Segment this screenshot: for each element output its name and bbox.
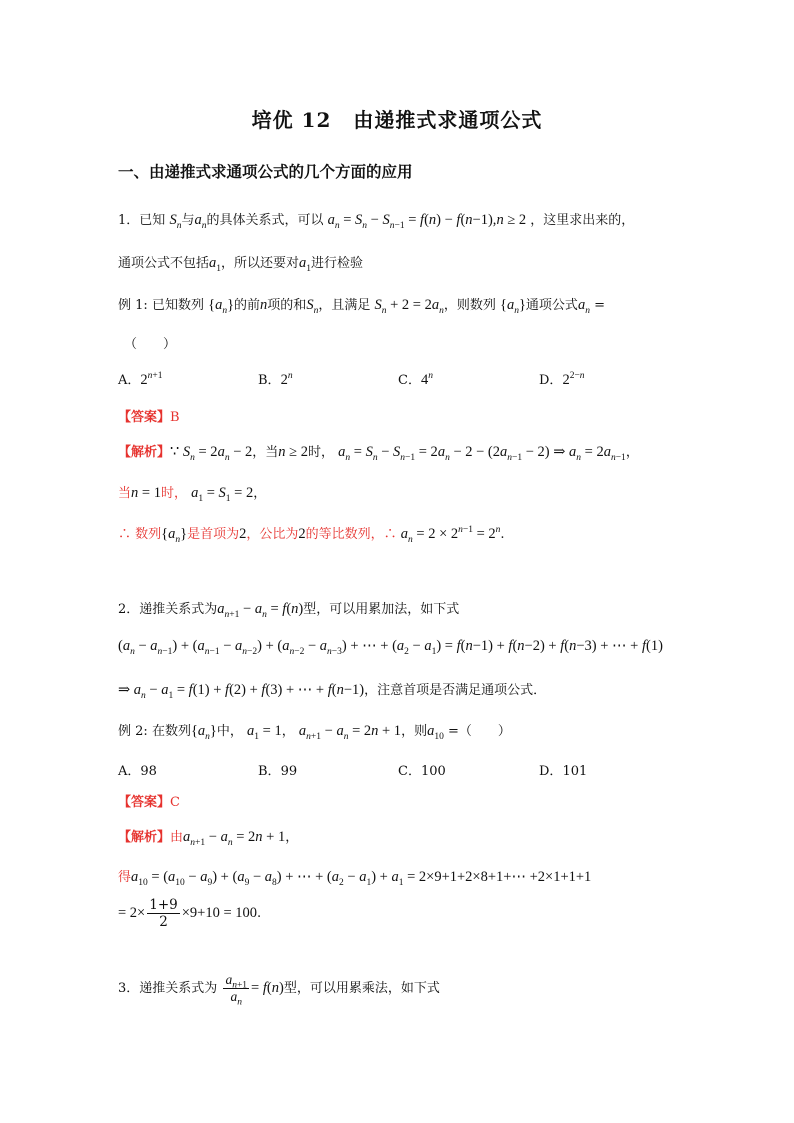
example1-option-d: D．$2^{2-n}$ [539,371,585,388]
example2-option-a: A．98 [118,764,157,779]
example1-analysis-line3: ∴ 数列$\{a_n\}$是首项为2，公比为2的等比数列，∴ $a_n = 2 \times 2^{n-1} = 2^n$. [118,525,505,545]
example2-answer: 【答案】C [118,795,180,810]
example2-analysis-line1: 【解析】由$a_{n+1} - a_n = 2n + 1$， [118,829,299,848]
example1-option-c: C．4$^n$ [398,371,433,388]
example1-answer: 【答案】B [118,410,180,425]
example2-question: 例 2: 在数列$\{a_n\}$中， $a_1 = 1$， $a_{n+1} - a_n = 2n + 1$，则$a_{10}$ =（ ） [118,723,511,742]
example1-analysis-line1: 【解析】∵ $S_n = 2a_n - 2$，当n ≥ 2时， $a_n = S_n - S_{n-1} = 2a_n - 2 - (2a_{n-1} - 2)$ ⇒ $a_n = 2a_{n-1}$， [118,444,639,463]
item3-line1: 3．递推关系式为 $\frac{a_{n+1}}{a_n}$ = f(n)型，可以用累乘法，如下式 [118,972,440,1008]
item2-line1: 2．递推关系式为$a_{n+1} - a_n = f(n)$型，可以用累加法，如下式 [118,601,460,620]
page-title [0,104,794,133]
fraction-an1-over-an: $\frac{a_{n+1}}{a_n}$ [225,972,248,1008]
item1-line2: 通项公式不包括$a_1$，所以还要对$a_1$进行检验 [118,255,364,274]
example2-option-d: D．101 [539,764,588,779]
item2-sum-formula: $(a_n - a_{n-1}) + (a_{n-1} - a_{n-2}) + (a_{n-2} - a_{n-3})$ + ⋯ + $(a_2 - a_1) = f(n-1) + f(n-2) + f(n-3)$ + ⋯ + f(1) [118,638,663,657]
example1-option-a: A．$2^{n+1}$ [118,371,163,388]
example1-question: 例 1: 已知数列 $\{a_n\}$的前n项的和$S_n$，且满足 $S_n + 2 = 2a_n$，则数列 $\{a_n\}$通项公式$a_n$ = [118,297,605,316]
example2-option-c: C．100 [398,764,446,779]
title-sub: 由递推式求通项公式 [353,108,543,132]
section-heading: 一、由递推式求通项公式的几个方面的应用 [118,162,413,181]
item2-line3: ⇒ $a_n - a_1 = f(1) + f(2) + f(3)$ + ⋯ + f(n−1)，注意首项是否满足通项公式． [118,682,547,701]
title-main: 培优 12 [251,108,332,132]
example2-analysis-line2: 得$a_{10} = (a_{10} - a_9) + (a_9 - a_8)$ + ⋯ + $(a_2 - a_1) + a_1$ = 2×9+1+2×8+1+⋯ +2×1+1+1 [118,869,592,888]
fraction-1-plus-9-over-2: $\frac{1+9}{2}$ [149,897,178,930]
example2-option-b: B．99 [258,764,298,779]
example1-blank: （ ） [124,337,177,352]
example1-option-b: B．2$^n$ [258,371,293,388]
example2-analysis-line3: = 2× $\frac{1+9}{2}$ ×9+10 = 100. [118,897,262,930]
item1-line1: 1．已知 $S_n$与$a_n$的具体关系式，可以 $a_n = S_n - S_{n-1} = f(n) - f(n-1),n \ge 2$ ，这里求出来的， [118,212,635,231]
example1-analysis-line2: 当n = 1时， $a_1 = S_1 = 2$， [118,485,267,504]
